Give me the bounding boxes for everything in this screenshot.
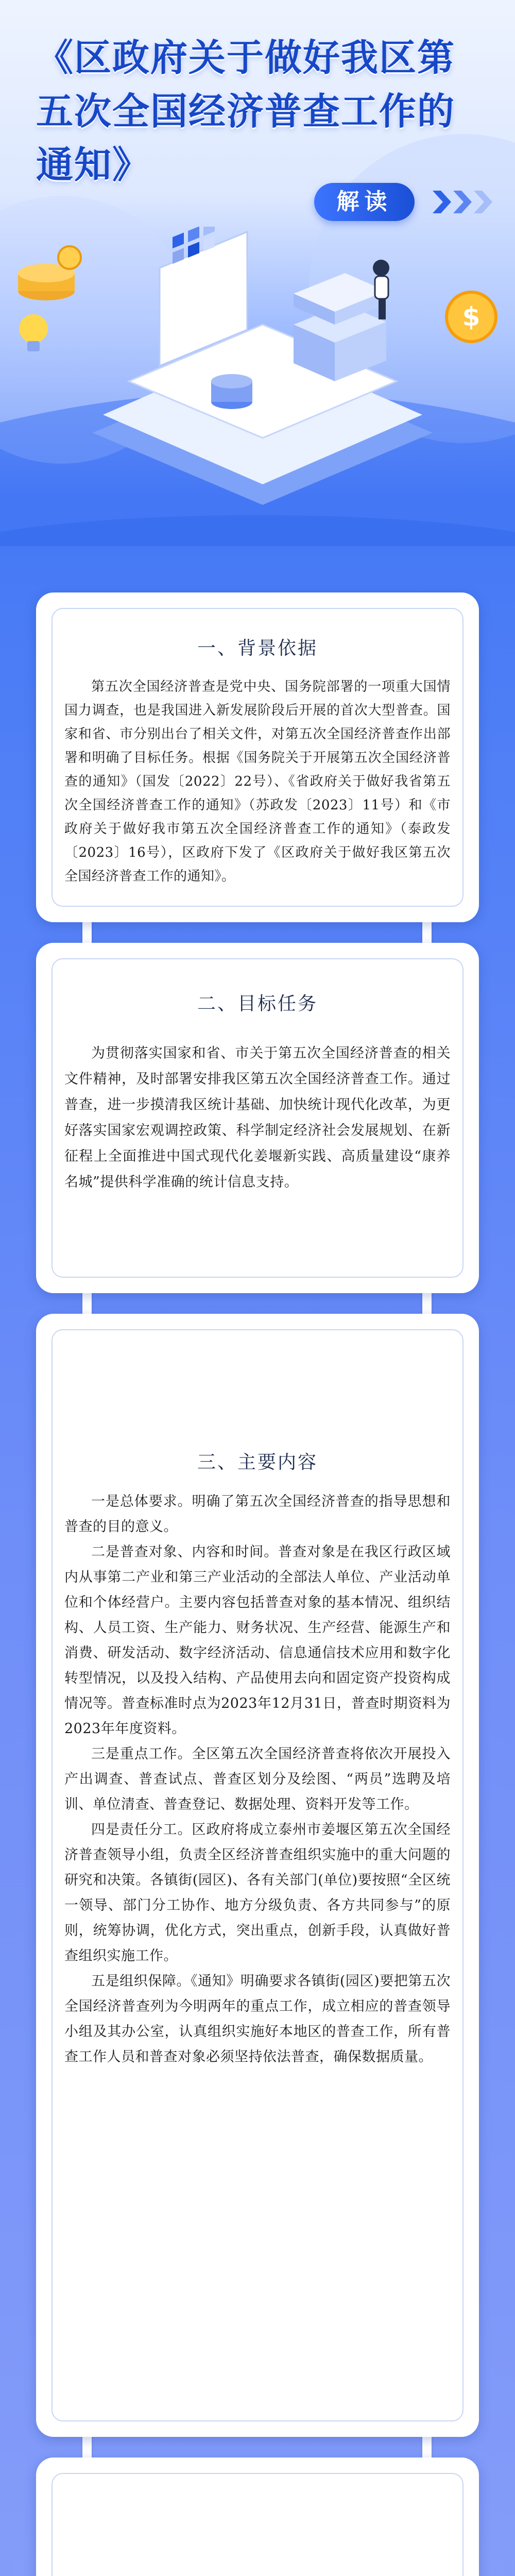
section-paragraph-list — [64, 1489, 451, 2070]
section-title: 三、主要内容 — [197, 1452, 318, 1473]
section-card-main-content — [36, 1314, 479, 2437]
paragraph-census-scope: 二是普查对象、内容和时间。普查对象是在我区行政区域内从事第二产业和第三产业活动的全部法人单位、产业活动单位和个体经营户。主要内容包括普查对象的基本情况、组织结构、人员工资、生产能力、财务状况、生产经营、能源生产和消费、研发活动、数字经济活动、信息通信技术应用和数字化转型情况，以及投入结构、产品使用去向和固定资产投资构成情况等。普查标准时点为2023年12月31日，普查时期资料为2023年年度资料。 — [64, 1544, 451, 1737]
dollar-coin-icon — [443, 289, 500, 345]
card-border — [52, 2473, 464, 2576]
coin-stack-icon — [10, 237, 88, 309]
section-paragraph: 为贯彻落实国家和省、市关于第五次全国经济普查的相关文件精神，及时部署安排我区第五次全国经济普查工作。通过普查，进一步摸清我区统计基础、加快统计现代化改革，为更好落实国家宏观调控政策、科学制定经济社会发展规划、在新征程上全面推进中国式现代化姜堰新实践、高质量建设“康养名城”提供科学准确的统计信息支持。 — [64, 1045, 451, 1190]
paragraph-key-work: 三是重点工作。全区第五次全国经济普查将依次开展投入产出调查、普查试点、普查区划分及绘图、“两员”选聘及培训、单位清查、普查登记、数据处理、资料开发等工作。 — [64, 1746, 451, 1812]
section-title: 二、目标任务 — [197, 993, 318, 1014]
interpretation-badge: 解读 — [314, 183, 415, 221]
paragraph-general-requirements: 一是总体要求。明确了第五次全国经济普查的指导思想和普查的目的意义。 — [64, 1494, 451, 1535]
chevrons-icon — [427, 185, 500, 218]
svg-text:$: $ — [462, 302, 480, 332]
header-banner — [0, 0, 515, 546]
section-card-background — [36, 592, 479, 922]
lightbulb-icon — [13, 309, 54, 361]
data-platform-illustration — [77, 227, 448, 515]
section-card-objectives — [36, 943, 479, 1293]
paragraph-organization: 五是组织保障。《通知》明确要求各镇街(园区)要把第五次全国经济普查列为今明两年的重点工作，成立相应的普查领导小组及其办公室，认真组织实施好本地区的普查工作，所有普查工作人员和普查对象必须坚持依法普查，确保数据质量。 — [64, 1973, 451, 2065]
paragraph-responsibilities: 四是责任分工。区政府将成立泰州市姜堰区第五次全国经济普查领导小组，负责全区经济普查组织实施中的重大问题的研究和决策。各镇街(园区)、各有关部门(单位)要按照“全区统一领导、部门分工协作、地方分级负责、各方共同参与”的原则，统筹协调，优化方式，突出重点，创新手段，认真做好普查组织实施工作。 — [64, 1822, 451, 1964]
page-title: 《区政府关于做好我区第五次全国经济普查工作的通知》 — [36, 36, 456, 187]
section-title: 一、背景依据 — [197, 638, 318, 659]
section-card-problems-solved — [36, 2458, 479, 2576]
section-paragraph: 第五次全国经济普查是党中央、国务院部署的一项重大国情国力调查，也是我国进入新发展阶段后开展的首次大型普查。国家和省、市分别出台了相关文件，对第五次全国经济普查作出部署和明确了目标任务。根据《国务院关于开展第五次全国经济普查的通知》（国发〔2022〕22号）、《省政府关于做好我省第五次全国经济普查工作的通知》（苏政发〔2023〕11号）和《市政府关于做好我市第五次全国经济普查工作的通知》（泰政发〔2023〕16号），区政府下发了《区政府关于做好我区第五次全国经济普查工作的通知》。 — [64, 679, 451, 884]
